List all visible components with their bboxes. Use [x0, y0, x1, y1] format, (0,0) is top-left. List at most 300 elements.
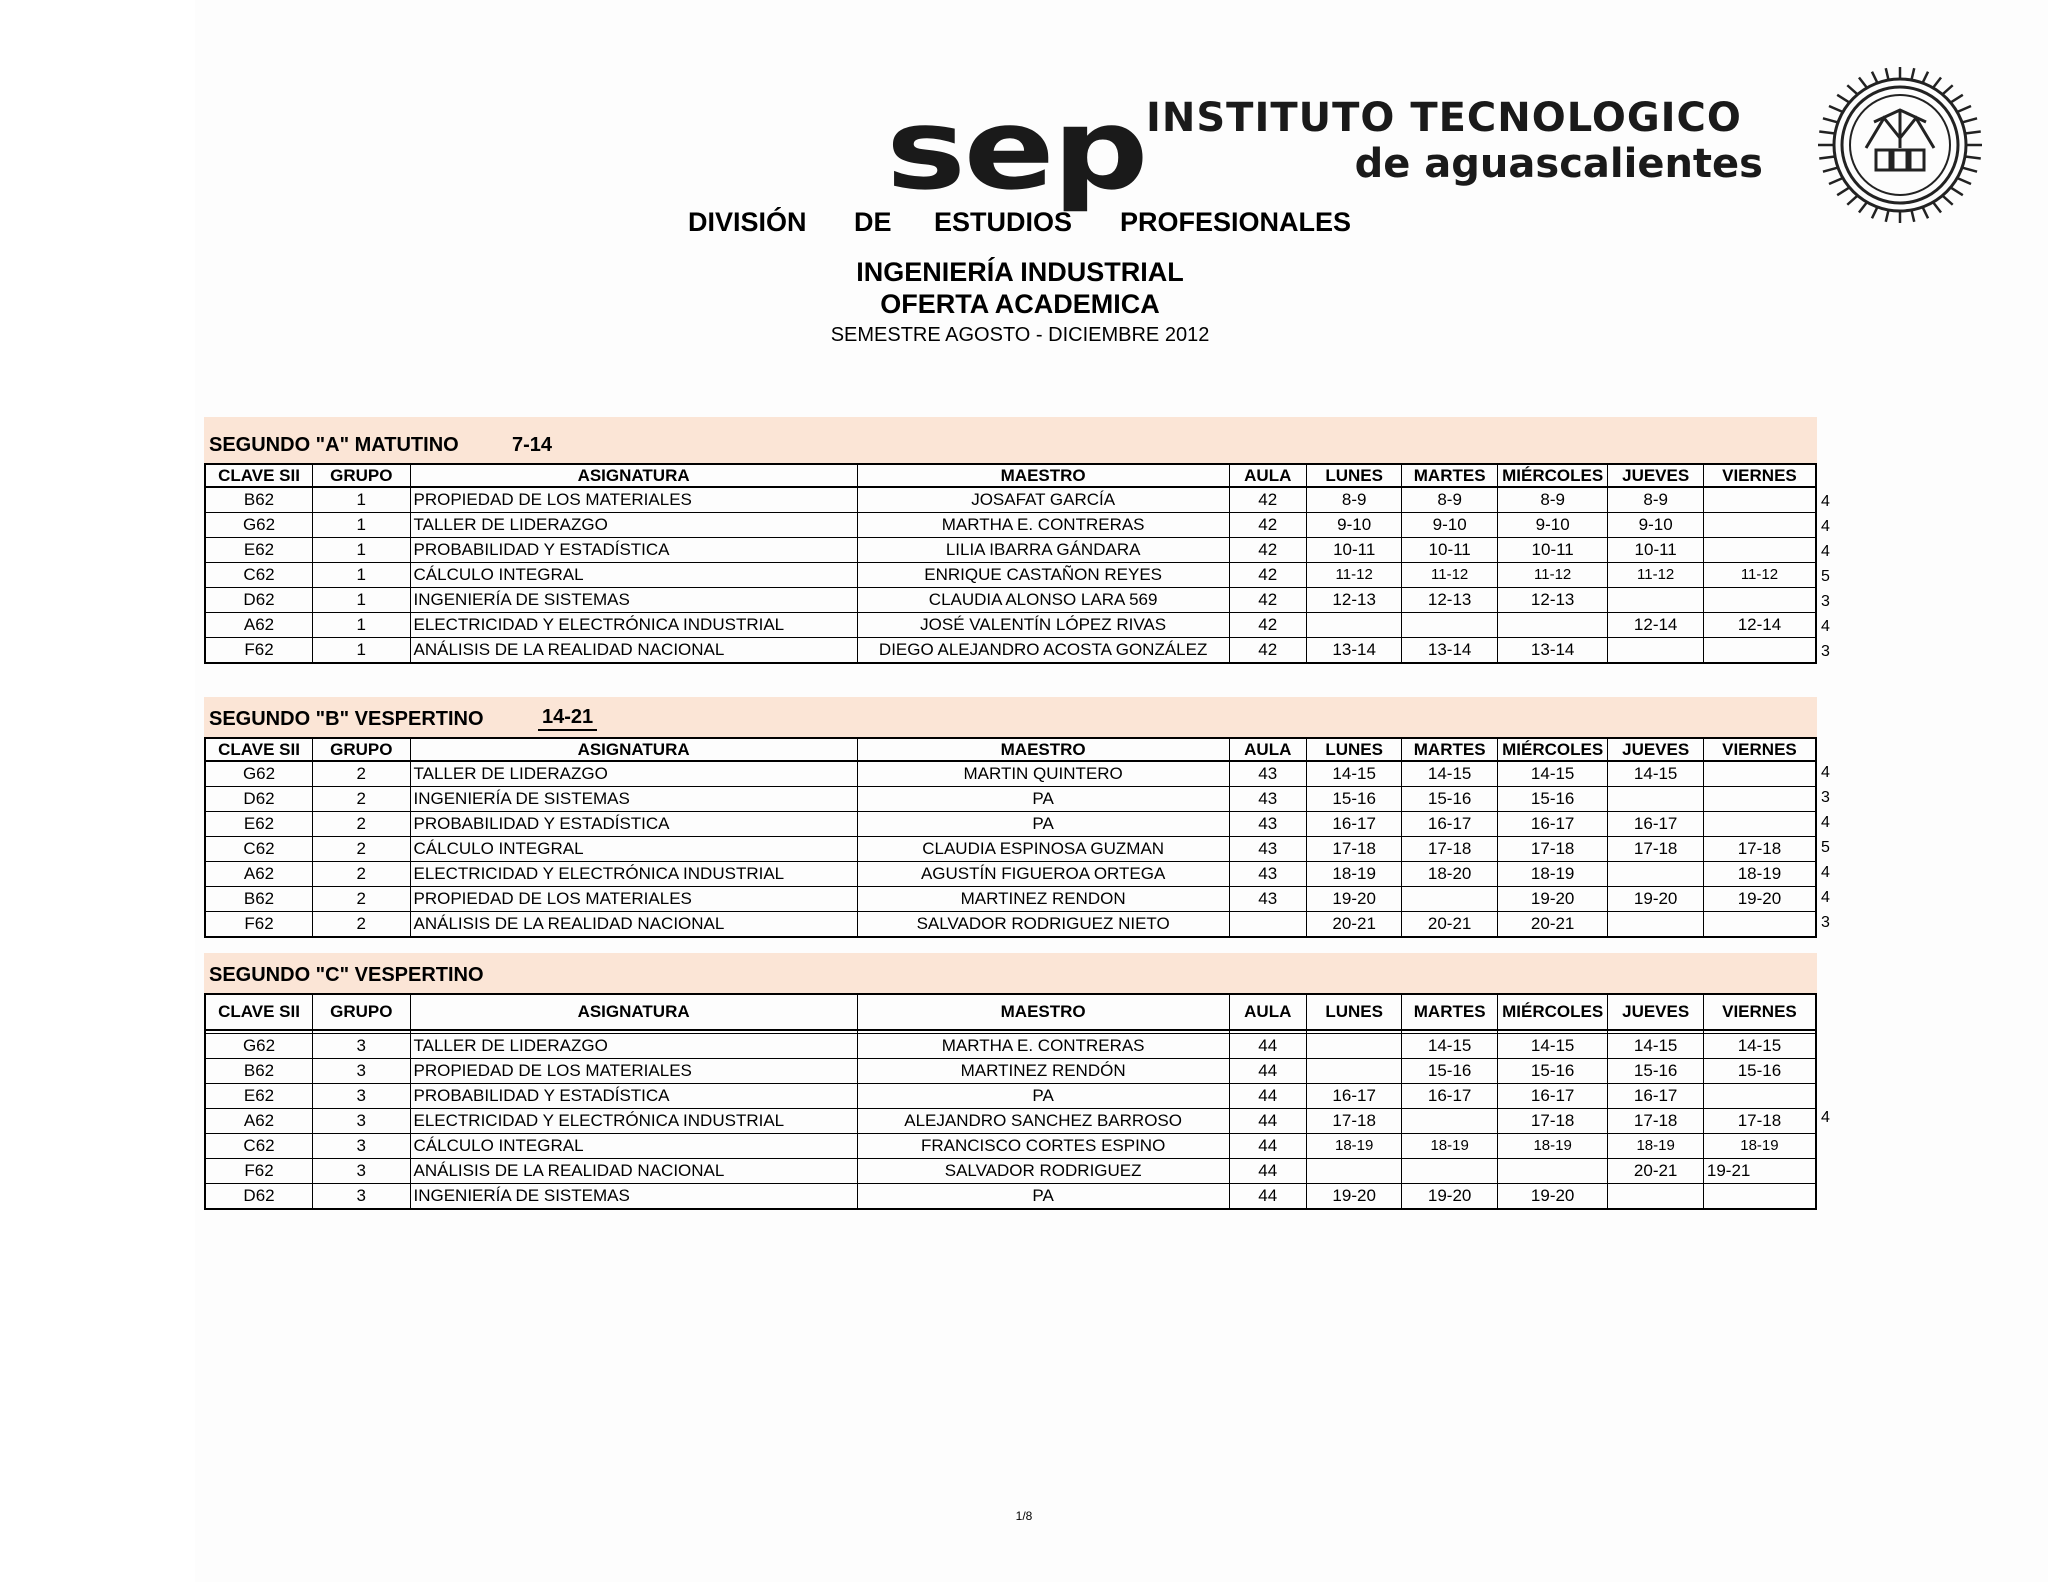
cell-maestro: PA [857, 812, 1229, 837]
cell-lunes: 18-19 [1306, 1134, 1401, 1159]
cell-miercoles: 14-15 [1497, 761, 1608, 787]
column-header-jueves: JUEVES [1608, 738, 1703, 761]
cell-clave: G62 [205, 1034, 313, 1059]
cell-maestro: PA [857, 1184, 1229, 1210]
cell-lunes: 19-20 [1306, 887, 1401, 912]
cell-jueves: 15-16 [1608, 1059, 1703, 1084]
cell-viernes: 19-20 [1703, 887, 1816, 912]
cell-jueves [1608, 862, 1703, 887]
cell-martes: 17-18 [1402, 837, 1497, 862]
section-segundo-b [204, 697, 1817, 938]
credit-value [1821, 1130, 1830, 1155]
cell-lunes: 9-10 [1306, 513, 1401, 538]
cell-viernes [1703, 912, 1816, 938]
column-header-aula: AULA [1229, 738, 1306, 761]
column-header-martes: MARTES [1402, 464, 1497, 487]
column-header-grupo: GRUPO [313, 464, 410, 487]
cell-martes: 14-15 [1402, 761, 1497, 787]
cell-lunes [1306, 1059, 1401, 1084]
table-row [205, 538, 1816, 563]
page-number: 1/8 [1015, 1509, 1033, 1523]
section-header [204, 697, 1817, 737]
column-header-aula: AULA [1229, 464, 1306, 487]
cell-asignatura: INGENIERÍA DE SISTEMAS [410, 588, 857, 613]
cell-asignatura: TALLER DE LIDERAZGO [410, 1034, 857, 1059]
table-row [205, 1034, 1816, 1059]
table-row [205, 513, 1816, 538]
cell-martes: 18-20 [1402, 862, 1497, 887]
cell-martes: 15-16 [1402, 1059, 1497, 1084]
cell-viernes: 17-18 [1703, 1109, 1816, 1134]
cell-grupo: 2 [313, 912, 410, 938]
cell-lunes: 16-17 [1306, 1084, 1401, 1109]
cell-grupo: 3 [313, 1159, 410, 1184]
cell-martes [1402, 1109, 1497, 1134]
section-header [204, 953, 1817, 993]
cell-viernes: 18-19 [1703, 1134, 1816, 1159]
cell-jueves [1608, 912, 1703, 938]
cell-maestro: LILIA IBARRA GÁNDARA [857, 538, 1229, 563]
cell-jueves [1608, 787, 1703, 812]
cell-miercoles: 20-21 [1497, 912, 1608, 938]
cell-grupo: 2 [313, 761, 410, 787]
section-title: SEGUNDO "A" MATUTINO [209, 434, 459, 456]
column-header-miercoles: MIÉRCOLES [1497, 994, 1608, 1030]
cell-aula [1229, 912, 1306, 938]
table-row [205, 1059, 1816, 1084]
table-row [205, 787, 1816, 812]
section-time: 7-14 [512, 434, 553, 456]
cell-miercoles [1497, 613, 1608, 638]
cell-miercoles: 11-12 [1497, 563, 1608, 588]
credit-value: 4 [1821, 764, 1830, 781]
cell-clave: E62 [205, 538, 313, 563]
cell-aula: 43 [1229, 862, 1306, 887]
credit-value: 5 [1821, 839, 1830, 856]
cell-clave: A62 [205, 613, 313, 638]
credit-value: 4 [1821, 864, 1830, 881]
table-row [205, 1084, 1816, 1109]
cell-lunes: 8-9 [1306, 487, 1401, 513]
cell-grupo: 3 [313, 1184, 410, 1210]
cell-lunes [1306, 1159, 1401, 1184]
credit-value: 4 [1821, 493, 1830, 510]
cell-asignatura: TALLER DE LIDERAZGO [410, 513, 857, 538]
semester-subtitle: SEMESTRE AGOSTO - DICIEMBRE 2012 [830, 324, 1210, 346]
column-header-maestro: MAESTRO [857, 994, 1229, 1030]
cell-miercoles: 8-9 [1497, 487, 1608, 513]
cell-viernes [1703, 1184, 1816, 1210]
table-row [205, 588, 1816, 613]
section-title: SEGUNDO "B" VESPERTINO [209, 708, 484, 730]
table-row [205, 862, 1816, 887]
cell-aula: 42 [1229, 563, 1306, 588]
table-row [205, 1184, 1816, 1210]
table-row [205, 1109, 1816, 1134]
cell-asignatura: PROPIEDAD DE LOS MATERIALES [410, 887, 857, 912]
cell-jueves: 17-18 [1608, 1109, 1703, 1134]
cell-clave: B62 [205, 487, 313, 513]
cell-jueves: 19-20 [1608, 887, 1703, 912]
column-header-viernes: VIERNES [1703, 464, 1816, 487]
sep-logo: sep [886, 85, 1147, 215]
cell-viernes [1703, 538, 1816, 563]
credit-value: 4 [1821, 518, 1830, 535]
cell-lunes: 10-11 [1306, 538, 1401, 563]
column-header-lunes: LUNES [1306, 464, 1401, 487]
cell-miercoles: 18-19 [1497, 862, 1608, 887]
cell-jueves [1608, 638, 1703, 664]
cell-clave: G62 [205, 761, 313, 787]
cell-maestro: MARTIN QUINTERO [857, 761, 1229, 787]
cell-asignatura: ANÁLISIS DE LA REALIDAD NACIONAL [410, 1159, 857, 1184]
schedule-table [204, 993, 1817, 1210]
cell-aula: 42 [1229, 588, 1306, 613]
column-header-clave: CLAVE SII [205, 464, 313, 487]
cell-lunes: 14-15 [1306, 761, 1401, 787]
cell-martes [1402, 613, 1497, 638]
credit-value: 4 [1821, 1109, 1830, 1126]
cell-asignatura: INGENIERÍA DE SISTEMAS [410, 1184, 857, 1210]
cell-maestro: DIEGO ALEJANDRO ACOSTA GONZÁLEZ [857, 638, 1229, 664]
institute-name-line2: de aguascalientes [1354, 141, 1763, 187]
column-header-lunes: LUNES [1306, 994, 1401, 1030]
cell-clave: F62 [205, 912, 313, 938]
cell-lunes: 18-19 [1306, 862, 1401, 887]
section-title: SEGUNDO "C" VESPERTINO [209, 964, 484, 986]
credit-value [1821, 1155, 1830, 1180]
cell-maestro: CLAUDIA ESPINOSA GUZMAN [857, 837, 1229, 862]
cell-viernes: 11-12 [1703, 563, 1816, 588]
column-header-maestro: MAESTRO [857, 738, 1229, 761]
cell-martes: 18-19 [1402, 1134, 1497, 1159]
column-header-viernes: VIERNES [1703, 738, 1816, 761]
cell-viernes: 15-16 [1703, 1059, 1816, 1084]
cell-lunes: 20-21 [1306, 912, 1401, 938]
table-row [205, 912, 1816, 938]
credit-value [1821, 1030, 1830, 1055]
section-segundo-a [204, 417, 1817, 664]
cell-viernes [1703, 487, 1816, 513]
cell-viernes: 17-18 [1703, 837, 1816, 862]
table-row [205, 887, 1816, 912]
cell-aula: 44 [1229, 1159, 1306, 1184]
cell-aula: 43 [1229, 761, 1306, 787]
credit-value: 3 [1821, 914, 1830, 931]
cell-jueves: 17-18 [1608, 837, 1703, 862]
cell-aula: 43 [1229, 787, 1306, 812]
cell-grupo: 3 [313, 1134, 410, 1159]
credits-column-c [1821, 1030, 1830, 1205]
cell-asignatura: INGENIERÍA DE SISTEMAS [410, 787, 857, 812]
cell-grupo: 2 [313, 887, 410, 912]
schedule-table [204, 737, 1817, 938]
cell-lunes [1306, 1034, 1401, 1059]
cell-lunes: 17-18 [1306, 837, 1401, 862]
table-row [205, 1134, 1816, 1159]
cell-aula: 42 [1229, 538, 1306, 563]
table-row [205, 837, 1816, 862]
cell-clave: E62 [205, 1084, 313, 1109]
cell-asignatura: PROBABILIDAD Y ESTADÍSTICA [410, 812, 857, 837]
cell-jueves: 16-17 [1608, 1084, 1703, 1109]
cell-viernes: 18-19 [1703, 862, 1816, 887]
cell-viernes [1703, 588, 1816, 613]
cell-asignatura: PROBABILIDAD Y ESTADÍSTICA [410, 1084, 857, 1109]
cell-grupo: 3 [313, 1059, 410, 1084]
cell-martes: 20-21 [1402, 912, 1497, 938]
cell-martes: 19-20 [1402, 1184, 1497, 1210]
cell-grupo: 2 [313, 812, 410, 837]
cell-asignatura: PROPIEDAD DE LOS MATERIALES [410, 1059, 857, 1084]
cell-jueves: 18-19 [1608, 1134, 1703, 1159]
cell-asignatura: ELECTRICIDAD Y ELECTRÓNICA INDUSTRIAL [410, 1109, 857, 1134]
cell-jueves: 12-14 [1608, 613, 1703, 638]
division-word-4: PROFESIONALES [1120, 207, 1352, 237]
table-header-row [205, 738, 1816, 761]
cell-miercoles: 14-15 [1497, 1034, 1608, 1059]
cell-asignatura: CÁLCULO INTEGRAL [410, 837, 857, 862]
cell-aula: 44 [1229, 1034, 1306, 1059]
cell-aula: 43 [1229, 812, 1306, 837]
cell-lunes: 12-13 [1306, 588, 1401, 613]
cell-maestro: SALVADOR RODRIGUEZ NIETO [857, 912, 1229, 938]
cell-clave: D62 [205, 588, 313, 613]
cell-grupo: 1 [313, 487, 410, 513]
cell-viernes [1703, 787, 1816, 812]
cell-clave: A62 [205, 862, 313, 887]
cell-maestro: PA [857, 1084, 1229, 1109]
cell-jueves: 11-12 [1608, 563, 1703, 588]
cell-clave: E62 [205, 812, 313, 837]
credit-value [1821, 1180, 1830, 1205]
cell-lunes [1306, 613, 1401, 638]
cell-maestro: PA [857, 787, 1229, 812]
cell-grupo: 1 [313, 588, 410, 613]
credit-value: 3 [1821, 643, 1830, 660]
column-header-miercoles: MIÉRCOLES [1497, 738, 1608, 761]
cell-miercoles: 15-16 [1497, 1059, 1608, 1084]
column-header-grupo: GRUPO [313, 738, 410, 761]
table-header-row [205, 994, 1816, 1030]
cell-miercoles: 17-18 [1497, 837, 1608, 862]
cell-clave: G62 [205, 513, 313, 538]
cell-lunes: 13-14 [1306, 638, 1401, 664]
cell-lunes: 11-12 [1306, 563, 1401, 588]
column-header-asignatura: ASIGNATURA [410, 464, 857, 487]
cell-miercoles: 15-16 [1497, 787, 1608, 812]
column-header-clave: CLAVE SII [205, 994, 313, 1030]
cell-viernes [1703, 812, 1816, 837]
cell-aula: 44 [1229, 1059, 1306, 1084]
cell-maestro: ENRIQUE CASTAÑON REYES [857, 563, 1229, 588]
column-header-jueves: JUEVES [1608, 464, 1703, 487]
column-header-miercoles: MIÉRCOLES [1497, 464, 1608, 487]
cell-maestro: ALEJANDRO SANCHEZ BARROSO [857, 1109, 1229, 1134]
column-header-jueves: JUEVES [1608, 994, 1703, 1030]
cell-grupo: 3 [313, 1109, 410, 1134]
column-header-asignatura: ASIGNATURA [410, 994, 857, 1030]
credit-value: 4 [1821, 889, 1830, 906]
cell-viernes [1703, 513, 1816, 538]
cell-clave: D62 [205, 1184, 313, 1210]
cell-asignatura: ELECTRICIDAD Y ELECTRÓNICA INDUSTRIAL [410, 862, 857, 887]
cell-maestro: MARTHA E. CONTRERAS [857, 1034, 1229, 1059]
cell-clave: C62 [205, 837, 313, 862]
credit-value: 5 [1821, 568, 1830, 585]
cell-grupo: 2 [313, 837, 410, 862]
cell-martes [1402, 887, 1497, 912]
cell-miercoles: 18-19 [1497, 1134, 1608, 1159]
cell-asignatura: PROBABILIDAD Y ESTADÍSTICA [410, 538, 857, 563]
cell-viernes [1703, 638, 1816, 664]
cell-jueves [1608, 588, 1703, 613]
column-header-clave: CLAVE SII [205, 738, 313, 761]
cell-aula: 44 [1229, 1084, 1306, 1109]
division-word-3: ESTUDIOS [934, 207, 1073, 237]
cell-maestro: MARTHA E. CONTRERAS [857, 513, 1229, 538]
cell-aula: 42 [1229, 638, 1306, 664]
cell-grupo: 3 [313, 1034, 410, 1059]
cell-maestro: MARTINEZ RENDON [857, 887, 1229, 912]
cell-grupo: 2 [313, 787, 410, 812]
cell-jueves [1608, 1184, 1703, 1210]
table-header-row [205, 464, 1816, 487]
cell-miercoles: 12-13 [1497, 588, 1608, 613]
credit-value [1821, 1080, 1830, 1105]
cell-jueves: 14-15 [1608, 1034, 1703, 1059]
cell-clave: C62 [205, 1134, 313, 1159]
cell-lunes: 15-16 [1306, 787, 1401, 812]
cell-viernes [1703, 761, 1816, 787]
cell-aula: 43 [1229, 887, 1306, 912]
column-header-lunes: LUNES [1306, 738, 1401, 761]
cell-asignatura: CÁLCULO INTEGRAL [410, 563, 857, 588]
cell-martes [1402, 1159, 1497, 1184]
cell-miercoles: 16-17 [1497, 1084, 1608, 1109]
cell-martes: 8-9 [1402, 487, 1497, 513]
cell-maestro: AGUSTÍN FIGUEROA ORTEGA [857, 862, 1229, 887]
table-row [205, 638, 1816, 664]
cell-jueves: 20-21 [1608, 1159, 1703, 1184]
credit-value [1821, 1055, 1830, 1080]
cell-asignatura: PROPIEDAD DE LOS MATERIALES [410, 487, 857, 513]
cell-clave: D62 [205, 787, 313, 812]
cell-miercoles [1497, 1159, 1608, 1184]
cell-jueves: 9-10 [1608, 513, 1703, 538]
cell-grupo: 1 [313, 563, 410, 588]
cell-martes: 16-17 [1402, 812, 1497, 837]
cell-viernes [1703, 1084, 1816, 1109]
schedule-table [204, 463, 1817, 664]
cell-grupo: 3 [313, 1084, 410, 1109]
table-row [205, 563, 1816, 588]
division-word-1: DIVISIÓN [688, 207, 807, 237]
cell-martes: 11-12 [1402, 563, 1497, 588]
division-word-2: DE [854, 207, 892, 237]
cell-aula: 43 [1229, 837, 1306, 862]
cell-miercoles: 17-18 [1497, 1109, 1608, 1134]
cell-lunes: 16-17 [1306, 812, 1401, 837]
cell-maestro: JOSAFAT GARCÍA [857, 487, 1229, 513]
cell-miercoles: 16-17 [1497, 812, 1608, 837]
section-time: 14-21 [538, 706, 597, 731]
table-row [205, 761, 1816, 787]
cell-lunes: 19-20 [1306, 1184, 1401, 1210]
cell-miercoles: 19-20 [1497, 1184, 1608, 1210]
cell-grupo: 1 [313, 513, 410, 538]
cell-miercoles: 9-10 [1497, 513, 1608, 538]
cell-martes: 14-15 [1402, 1034, 1497, 1059]
table-row [205, 1159, 1816, 1184]
table-row [205, 812, 1816, 837]
cell-martes: 12-13 [1402, 588, 1497, 613]
credit-value: 4 [1821, 618, 1830, 635]
cell-martes: 10-11 [1402, 538, 1497, 563]
cell-asignatura: CÁLCULO INTEGRAL [410, 1134, 857, 1159]
credit-value: 3 [1821, 593, 1830, 610]
column-header-asignatura: ASIGNATURA [410, 738, 857, 761]
column-header-grupo: GRUPO [313, 994, 410, 1030]
cell-clave: C62 [205, 563, 313, 588]
cell-lunes: 17-18 [1306, 1109, 1401, 1134]
column-header-martes: MARTES [1402, 738, 1497, 761]
cell-aula: 44 [1229, 1109, 1306, 1134]
column-header-aula: AULA [1229, 994, 1306, 1030]
cell-maestro: CLAUDIA ALONSO LARA 569 [857, 588, 1229, 613]
section-segundo-c [204, 953, 1817, 1210]
cell-aula: 42 [1229, 613, 1306, 638]
career-title: INGENIERÍA INDUSTRIAL [856, 257, 1184, 287]
cell-maestro: MARTINEZ RENDÓN [857, 1059, 1229, 1084]
cell-grupo: 1 [313, 613, 410, 638]
column-header-maestro: MAESTRO [857, 464, 1229, 487]
cell-asignatura: ANÁLISIS DE LA REALIDAD NACIONAL [410, 638, 857, 664]
cell-maestro: JOSÉ VALENTÍN LÓPEZ RIVAS [857, 613, 1229, 638]
cell-grupo: 2 [313, 862, 410, 887]
cell-grupo: 1 [313, 638, 410, 664]
cell-aula: 44 [1229, 1184, 1306, 1210]
cell-aula: 42 [1229, 487, 1306, 513]
column-header-viernes: VIERNES [1703, 994, 1816, 1030]
cell-martes: 13-14 [1402, 638, 1497, 664]
cell-clave: B62 [205, 887, 313, 912]
table-row [205, 613, 1816, 638]
cell-asignatura: TALLER DE LIDERAZGO [410, 761, 857, 787]
cell-martes: 16-17 [1402, 1084, 1497, 1109]
cell-asignatura: ANÁLISIS DE LA REALIDAD NACIONAL [410, 912, 857, 938]
cell-miercoles: 10-11 [1497, 538, 1608, 563]
cell-viernes: 19-21 [1703, 1159, 1816, 1184]
credit-value: 4 [1821, 814, 1830, 831]
cell-martes: 9-10 [1402, 513, 1497, 538]
cell-jueves: 16-17 [1608, 812, 1703, 837]
cell-maestro: FRANCISCO CORTES ESPINO [857, 1134, 1229, 1159]
cell-aula: 44 [1229, 1134, 1306, 1159]
cell-viernes: 14-15 [1703, 1034, 1816, 1059]
cell-clave: F62 [205, 1159, 313, 1184]
cell-miercoles: 13-14 [1497, 638, 1608, 664]
cell-maestro: SALVADOR RODRIGUEZ [857, 1159, 1229, 1184]
credits-column-a [1821, 489, 1830, 664]
institute-name-line1: INSTITUTO TECNOLOGICO [1146, 95, 1742, 141]
cell-grupo: 1 [313, 538, 410, 563]
offer-title: OFERTA ACADEMICA [880, 289, 1160, 319]
section-header [204, 417, 1817, 463]
cell-jueves: 8-9 [1608, 487, 1703, 513]
credit-value: 3 [1821, 789, 1830, 806]
cell-miercoles: 19-20 [1497, 887, 1608, 912]
